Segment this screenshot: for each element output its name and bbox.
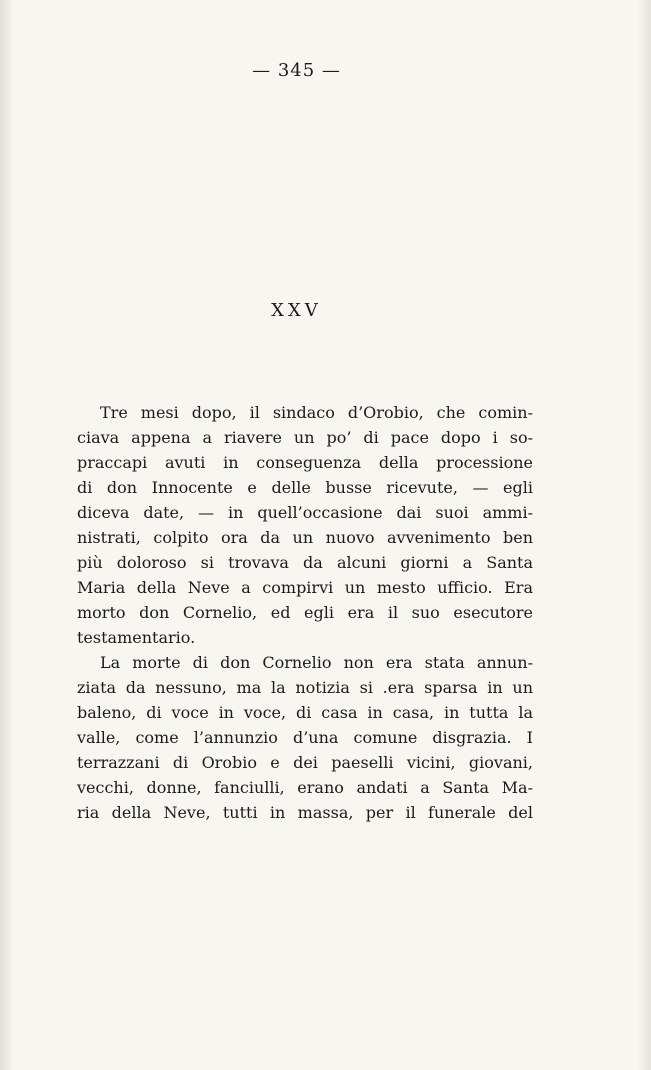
text-line: terrazzani di Orobio e dei paeselli vicini, giovani, [77,753,533,772]
text-line: più doloroso si trovava da alcuni giorni a Santa [77,553,533,572]
page-edge-shadow-right [637,0,651,1070]
text-line: ria della Neve, tutti in massa, per il funerale del [77,803,533,822]
text-line: di don Innocente e delle busse ricevute, — egli [77,478,533,497]
text-line: testamentario. [77,628,196,647]
text-line: La morte di don Cornelio non era stata annun- [100,653,533,672]
text-line: vecchi, donne, fanciulli, erano andati a Santa Ma- [77,778,533,797]
text-line: valle, come l’annunzio d’una comune disgrazia. I [77,728,533,747]
page-number: — 345 — [252,60,341,81]
page-edge-shadow-left [0,0,14,1070]
text-line: ziata da nessuno, ma la notizia si .era sparsa in un [77,678,533,697]
text-line: praccapi avuti in conseguenza della processione [77,453,533,472]
body-text [77,400,533,825]
text-line: nistrati, colpito ora da un nuovo avvenimento ben [77,528,533,547]
text-line: ciava appena a riavere un po’ di pace dopo i so- [77,428,533,447]
text-line: Maria della Neve a compirvi un mesto ufficio. Era [77,578,533,597]
chapter-heading: XXV [271,300,322,321]
text-line: morto don Cornelio, ed egli era il suo esecutore [77,603,533,622]
text-line: baleno, di voce in voce, di casa in casa, in tutta la [77,703,533,722]
text-line: Tre mesi dopo, il sindaco d’Orobio, che comin- [100,403,533,422]
paragraph-2 [77,650,533,825]
text-line: diceva date, — in quell’occasione dai suoi ammi- [77,503,533,522]
paragraph-1 [77,400,533,650]
